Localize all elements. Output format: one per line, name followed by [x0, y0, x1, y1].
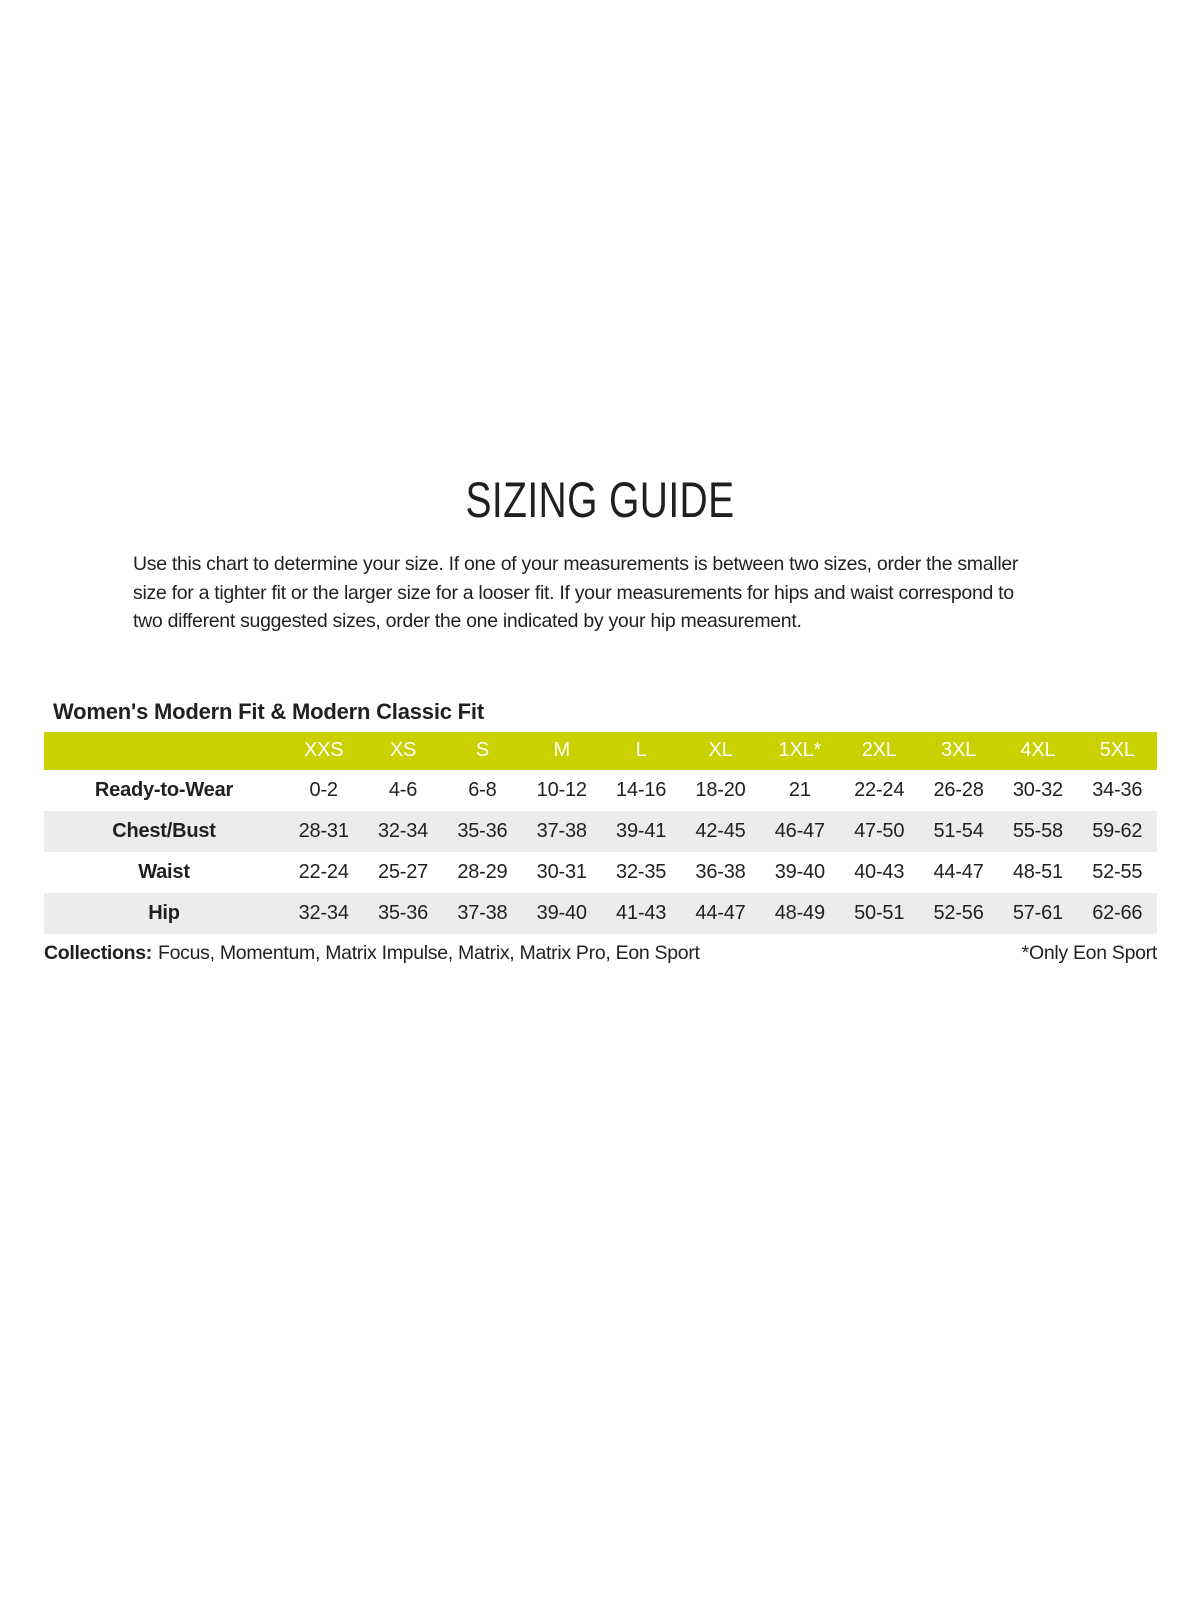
header-spacer-cell	[44, 732, 284, 770]
size-cell: 0-2	[309, 778, 338, 801]
table-row-chest-bust	[44, 811, 1157, 852]
row-label: Waist	[138, 860, 190, 883]
table-row-waist	[44, 852, 1157, 893]
table-row-hip	[44, 893, 1157, 934]
size-cell: 30-31	[536, 860, 587, 883]
footnote: *Only Eon Sport	[1021, 941, 1157, 964]
size-cell: 41-43	[616, 901, 667, 924]
intro-line-3: two different suggested sizes, order the one indicated by your hip measurement.	[133, 610, 802, 632]
collections-line	[44, 942, 1157, 965]
size-cell: 21	[788, 778, 811, 801]
size-header-5xl: 5XL	[1099, 739, 1135, 761]
table-row-ready-to-wear	[44, 770, 1157, 811]
size-cell: 39-41	[616, 819, 667, 842]
collections-label: Collections:	[44, 941, 152, 964]
size-cell: 62-66	[1092, 901, 1143, 924]
size-cell: 37-38	[536, 819, 587, 842]
size-cell: 34-36	[1092, 778, 1143, 801]
size-cell: 32-34	[377, 819, 429, 842]
size-cell: 10-12	[536, 778, 587, 801]
size-header-l: L	[635, 739, 647, 761]
size-cell: 50-51	[854, 901, 905, 924]
size-cell: 55-58	[1012, 819, 1063, 842]
size-header-row	[44, 732, 1157, 770]
size-header-s: S	[475, 739, 489, 761]
size-cell: 40-43	[854, 860, 905, 883]
size-header-4xl: 4XL	[1020, 739, 1056, 761]
size-header-2xl: 2XL	[861, 739, 897, 761]
size-cell: 44-47	[933, 860, 984, 883]
size-cell: 36-38	[695, 860, 746, 883]
intro-line-2: size for a tighter fit or the larger size for a looser fit. If your measurements for hips and waist correspond to	[133, 581, 1014, 604]
size-cell: 22-24	[854, 778, 905, 801]
size-cell: 28-29	[457, 860, 508, 883]
size-cell: 26-28	[933, 778, 984, 801]
size-cell: 32-34	[298, 901, 349, 924]
size-cell: 35-36	[457, 819, 508, 842]
size-cell: 51-54	[933, 819, 984, 842]
size-cell: 39-40	[536, 901, 587, 924]
size-cell: 48-51	[1012, 860, 1063, 883]
collections-text	[44, 942, 700, 965]
size-cell: 39-40	[774, 860, 825, 883]
size-cell: 57-61	[1012, 901, 1063, 924]
size-header-xs: XS	[389, 739, 417, 761]
size-cell: 22-24	[298, 860, 349, 883]
intro-paragraph	[133, 550, 1200, 636]
size-cell: 48-49	[774, 901, 825, 924]
size-cell: 46-47	[774, 819, 825, 842]
size-cell: 47-50	[854, 819, 905, 842]
size-cell: 42-45	[695, 819, 746, 842]
size-cell: 52-55	[1092, 860, 1143, 883]
size-header-xxs: XXS	[303, 739, 344, 761]
size-cell: 32-35	[616, 860, 667, 883]
size-cell: 35-36	[377, 901, 429, 924]
size-cell: 44-47	[695, 901, 746, 924]
size-cell: 37-38	[457, 901, 508, 924]
size-header-m: M	[553, 739, 570, 761]
sizing-table	[44, 732, 1157, 934]
row-label: Hip	[148, 901, 180, 924]
row-label: Chest/Bust	[112, 819, 216, 842]
size-cell: 28-31	[298, 819, 349, 842]
size-cell: 18-20	[695, 778, 746, 801]
size-cell: 30-32	[1012, 778, 1063, 801]
size-cell: 4-6	[388, 778, 418, 801]
size-cell: 14-16	[616, 778, 667, 801]
page-title: SIZING GUIDE	[465, 472, 735, 528]
size-header-xl: XL	[708, 739, 733, 761]
row-label: Ready-to-Wear	[94, 778, 234, 801]
size-header-3xl: 3XL	[941, 739, 977, 761]
size-cell: 6-8	[468, 778, 497, 801]
size-cell: 59-62	[1092, 819, 1143, 842]
section-heading: Women's Modern Fit & Modern Classic Fit	[53, 698, 484, 724]
size-cell: 25-27	[377, 860, 429, 883]
collections-list: Focus, Momentum, Matrix Impulse, Matrix, Matrix Pro, Eon Sport	[158, 941, 700, 964]
size-header-1xl: 1XL*	[778, 739, 822, 761]
size-cell: 52-56	[933, 901, 984, 924]
intro-line-1: Use this chart to determine your size. If one of your measurements is between two sizes, order the smaller	[133, 553, 1019, 575]
